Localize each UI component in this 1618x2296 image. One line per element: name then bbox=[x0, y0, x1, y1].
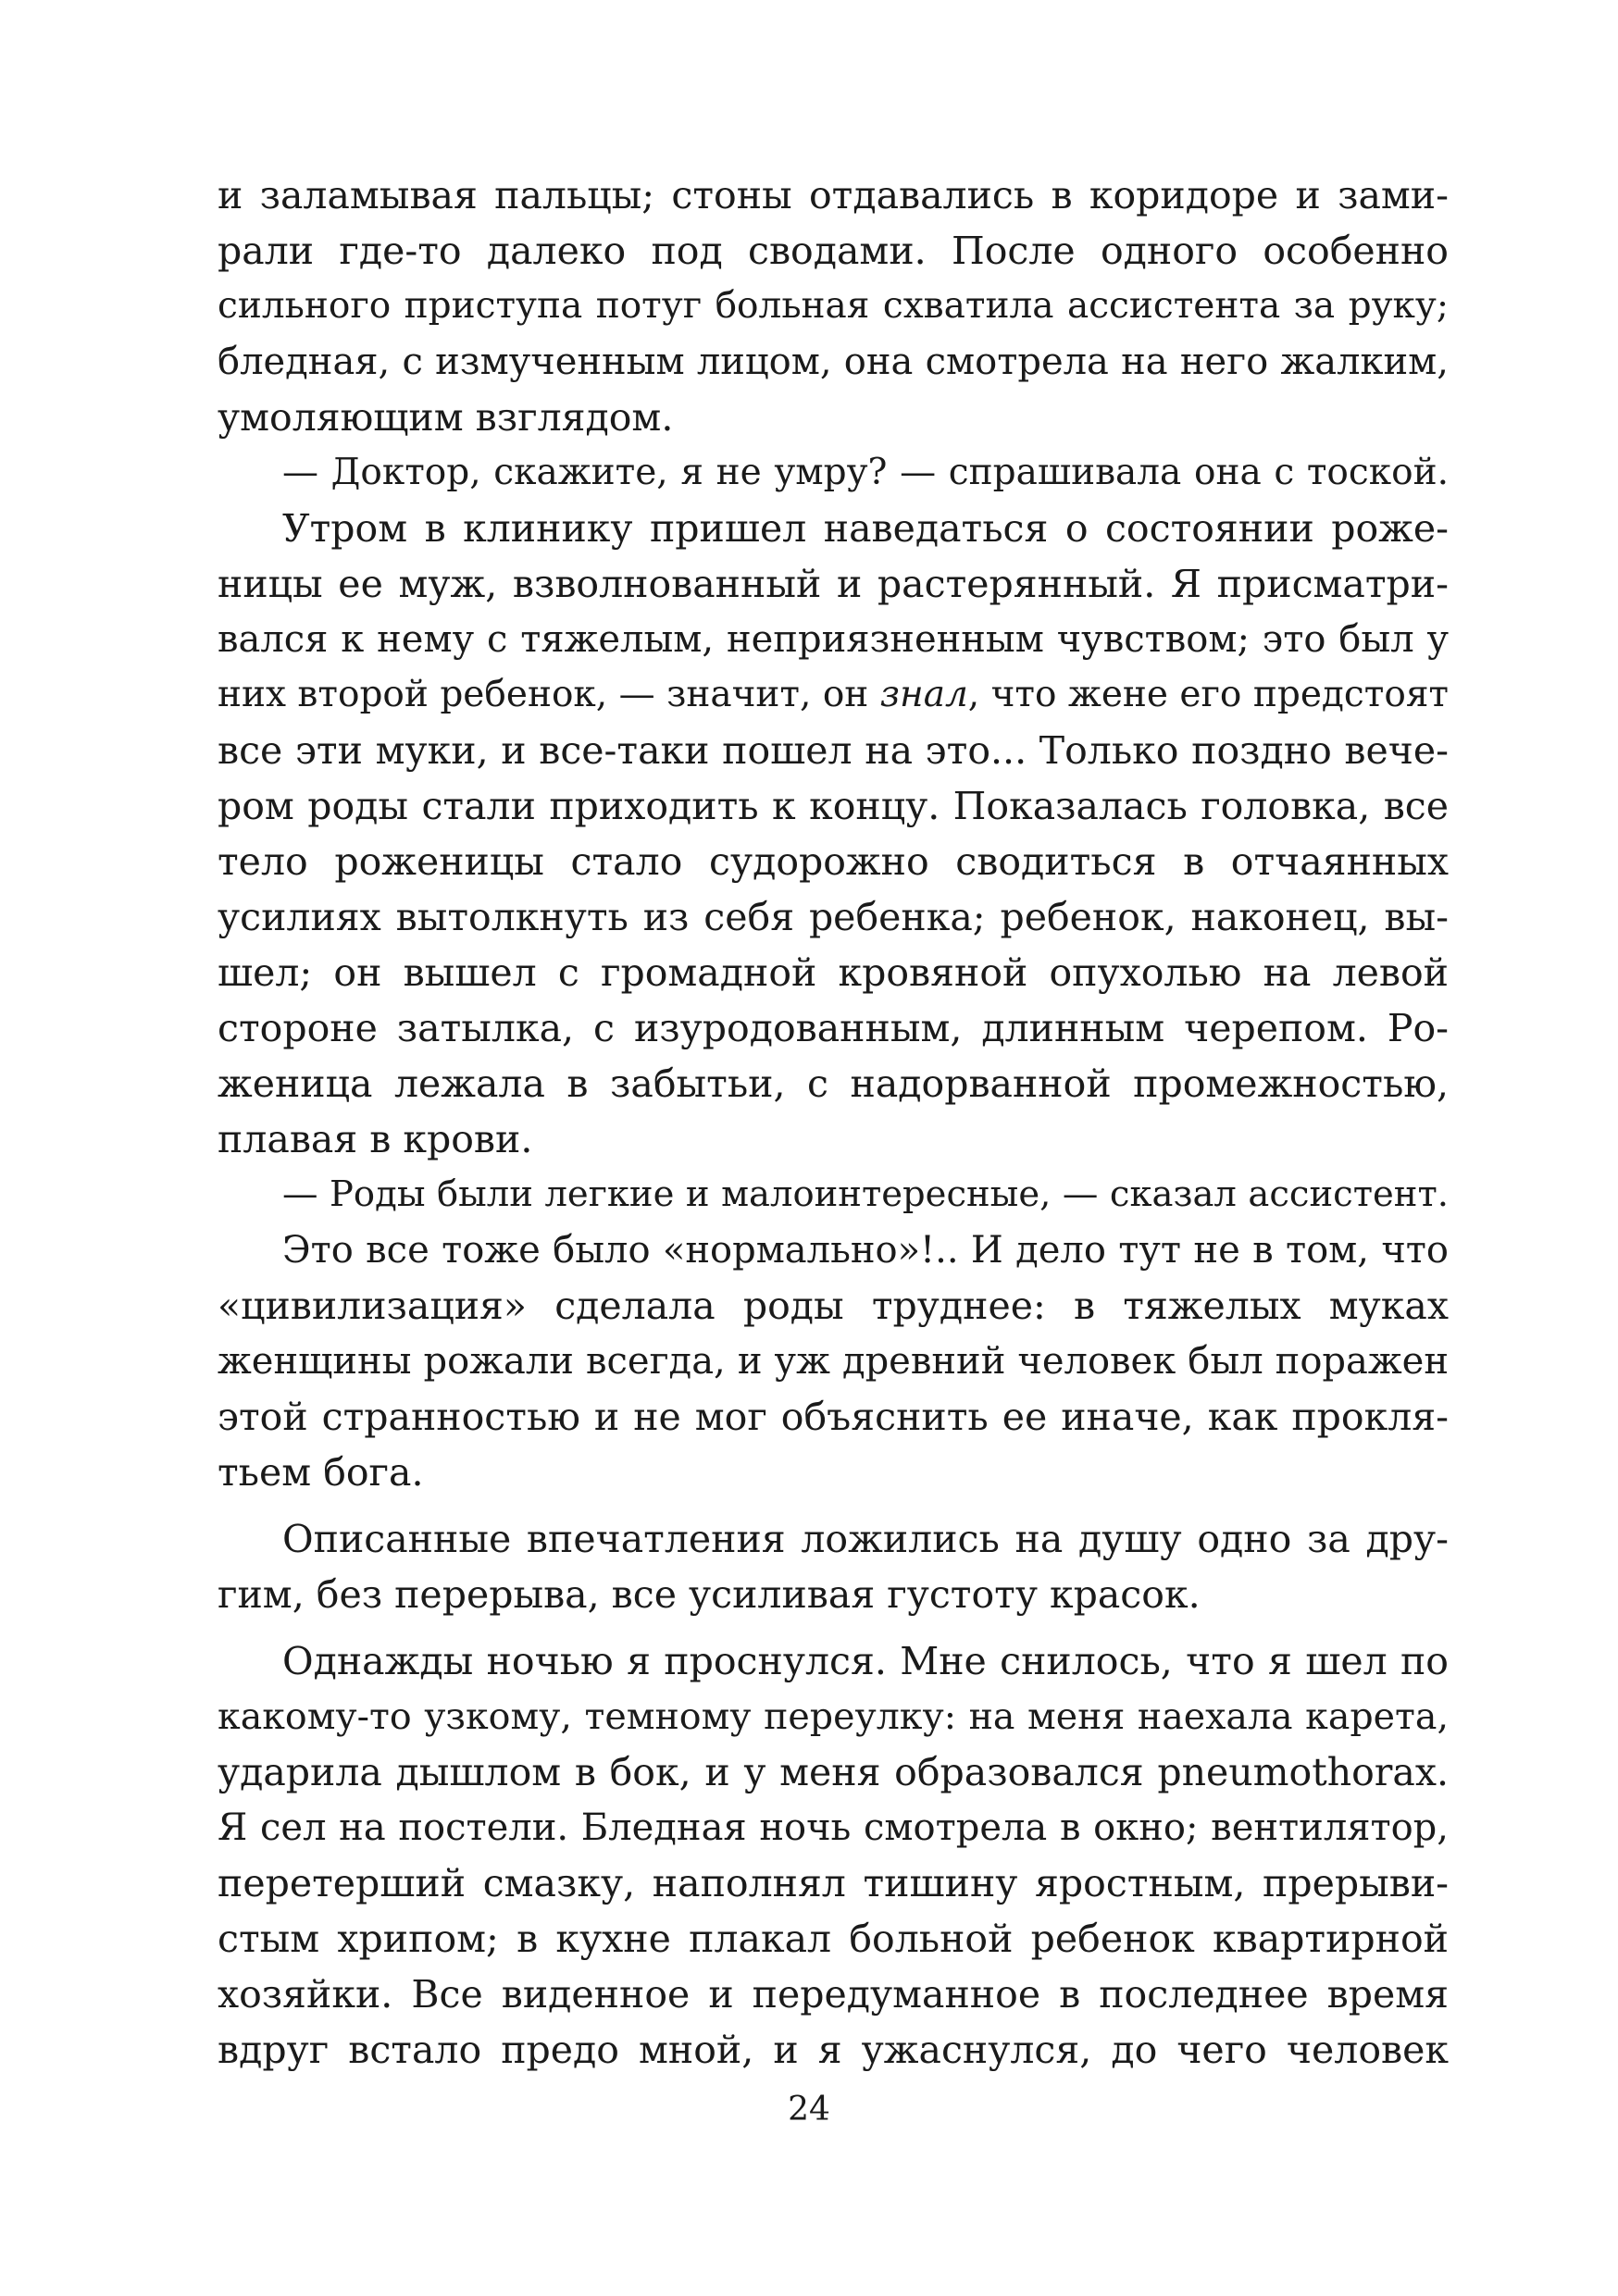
body-text bbox=[218, 168, 1449, 2078]
text-line bbox=[218, 667, 1449, 723]
text-line: ударила дышлом в бок, и у меня образовался pneumothorax. bbox=[218, 1750, 1449, 1794]
text-segment: них второй ребенок, — значит, он bbox=[218, 674, 880, 715]
text-line: плавая в крови. bbox=[218, 1117, 533, 1161]
text-line: Описанные впечатления ложились на душу одно за дру- bbox=[282, 1517, 1449, 1561]
text-line: женица лежала в забытьи, с надорванной промежностью, bbox=[218, 1061, 1449, 1106]
text-line: перетерший смазку, наполнял тишину яростным, прерыви- bbox=[218, 1861, 1449, 1905]
text-line: сильного приступа потуг больная схватила ассистента за руку; bbox=[218, 285, 1449, 327]
text-line: Однажды ночью я проснулся. Мне снилось, что я шел по bbox=[282, 1639, 1449, 1683]
text-line: — Доктор, скажите, я не умру? — спрашивала она с тоской. bbox=[282, 452, 1449, 493]
text-line: вдруг встало предо мной, и я ужаснулся, до чего человек bbox=[218, 2028, 1449, 2072]
page-number: 24 bbox=[788, 2091, 830, 2128]
text-line: усилиях вытолкнуть из себя ребенка; ребенок, наконец, вы- bbox=[218, 895, 1449, 939]
text-line: какому-то узкому, темному переулку: на меня наехала карета, bbox=[218, 1695, 1449, 1738]
text-line: гим, без перерыва, все усиливая густоту красок. bbox=[218, 1572, 1201, 1617]
text-line: стороне затылка, с изуродованным, длинным черепом. Ро- bbox=[218, 1006, 1449, 1050]
text-line: умоляющим взглядом. bbox=[218, 395, 674, 440]
text-line: «цивилизация» сделала роды труднее: в тяжелых муках bbox=[218, 1284, 1449, 1328]
text-line: стым хрипом; в кухне плакал больной ребенок квартирной bbox=[218, 1917, 1449, 1961]
text-line: Я сел на постели. Бледная ночь смотрела в окно; вентилятор, bbox=[218, 1806, 1449, 1849]
text-line: хозяйки. Все виденное и передуманное в последнее время bbox=[218, 1972, 1449, 2017]
text-line: Утром в клинику пришел наведаться о состоянии роже- bbox=[282, 506, 1449, 551]
text-line: ницы ее муж, взволнованный и растерянный. Я присматри- bbox=[218, 562, 1449, 606]
text-line: Это все тоже было «нормально»!.. И дело тут не в том, что bbox=[282, 1229, 1449, 1272]
text-line: тьем бога. bbox=[218, 1450, 424, 1495]
text-line: тело роженицы стало судорожно сводиться в отчаянных bbox=[218, 839, 1449, 884]
text-line: женщины рожали всегда, и уж древний человек был поражен bbox=[218, 1340, 1449, 1383]
text-line: и заламывая пальцы; стоны отдавались в коридоре и зами- bbox=[218, 173, 1449, 217]
text-line: этой странностью и не мог объяснить ее иначе, как прокля- bbox=[218, 1395, 1449, 1439]
text-segment: , что жене его предстоят bbox=[967, 674, 1449, 715]
text-line: все эти муки, и все-таки пошел на это... Только поздно вече- bbox=[218, 728, 1449, 773]
text-line: бледная, с измученным лицом, она смотрела на него жалким, bbox=[218, 341, 1449, 383]
text-line: ром роды стали приходить к концу. Показалась головка, все bbox=[218, 784, 1449, 828]
text-line: шел; он вышел с громадной кровяной опухолью на левой bbox=[218, 950, 1449, 995]
text-line: рали где-то далеко под сводами. После одного особенно bbox=[218, 229, 1449, 273]
text-line: вался к нему с тяжелым, неприязненным чувством; это был у bbox=[218, 618, 1449, 661]
text-line: — Роды были легкие и малоинтересные, — сказал ассистент. bbox=[282, 1173, 1449, 1215]
italic-word: знал bbox=[879, 674, 968, 715]
